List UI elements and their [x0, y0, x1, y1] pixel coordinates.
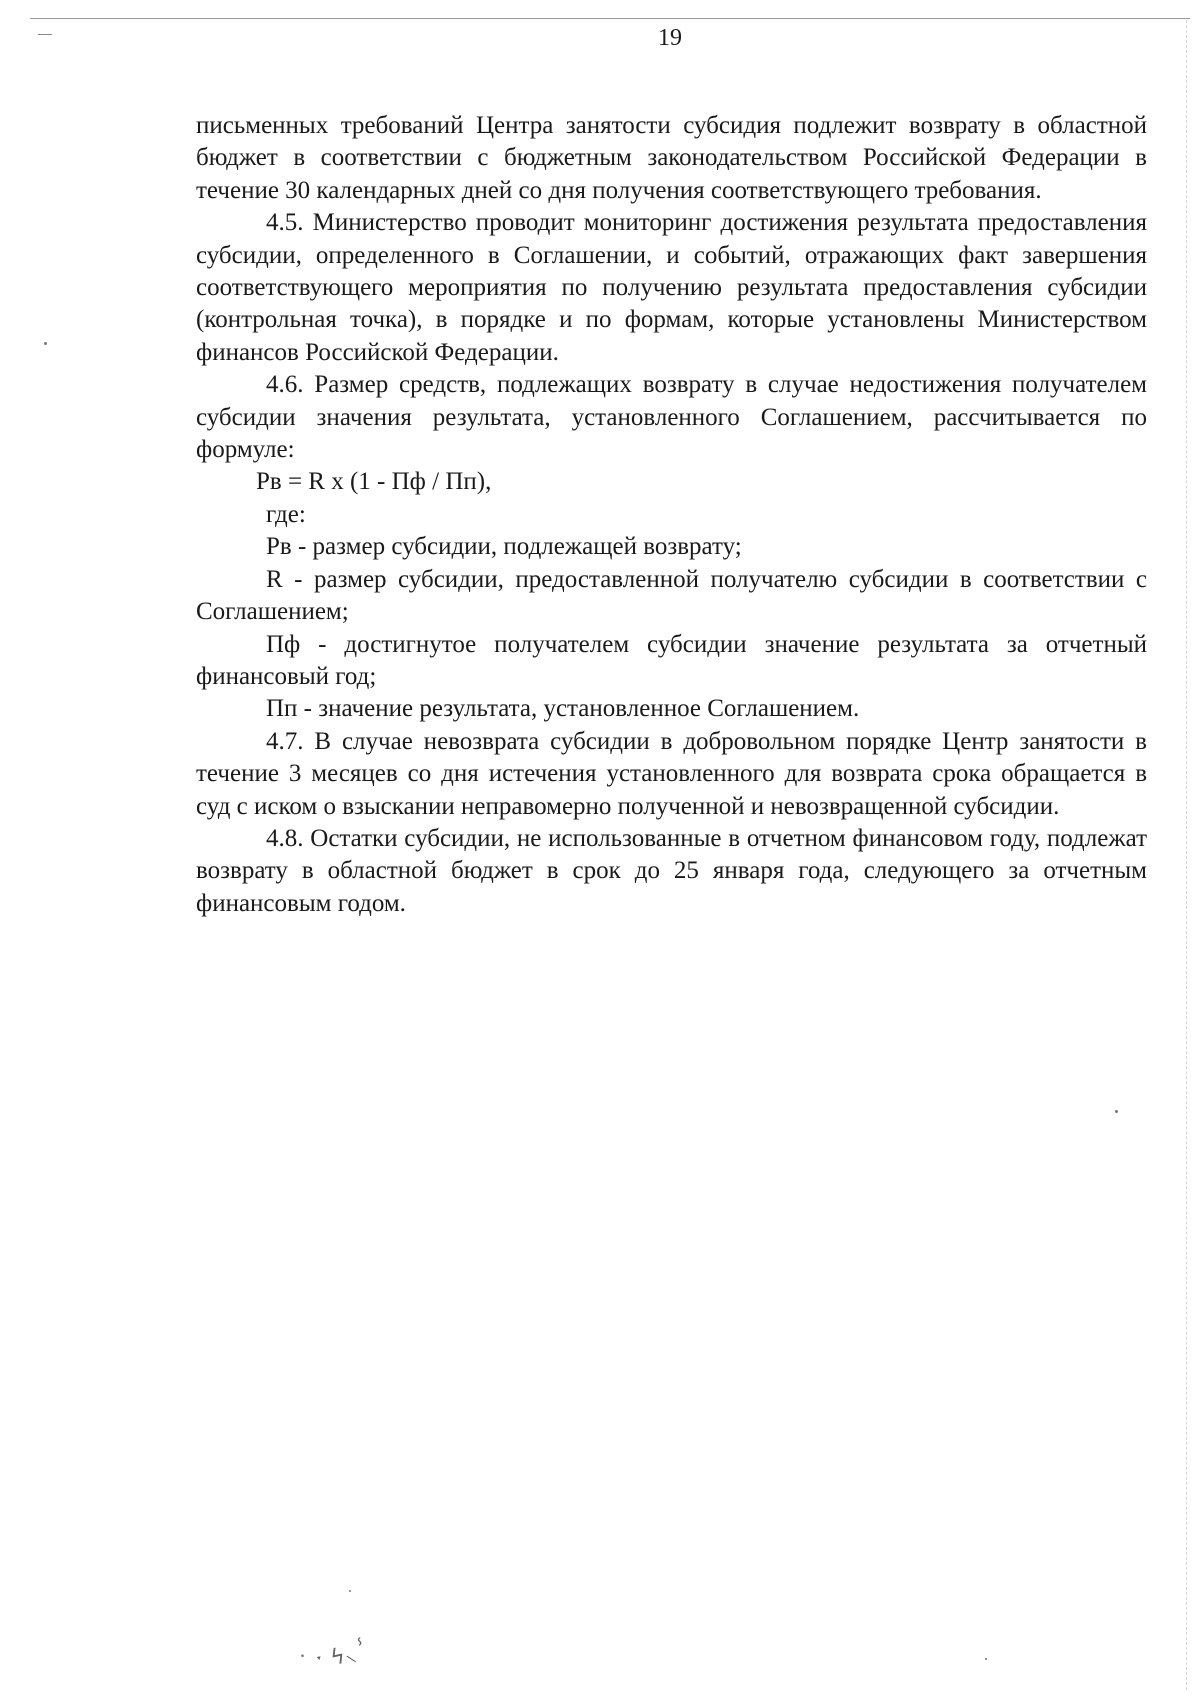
- paragraph-4-6: 4.6. Размер средств, подлежащих возврату в случае недостижения получателем субсидии значения результата, установленного Соглашением, рассчитывается по формуле:: [196, 371, 1147, 464]
- paragraph-4-5: 4.5. Министерство проводит мониторинг достижения результата предоставления субсидии, определенного в Соглашении, и событий, отражающих факт завершения соответствующего мероприятия по получению результата предоставления субсидии (контрольная точка), в порядке и по формам, которые установлены Министерством финансов Российской Федерации.: [196, 209, 1147, 366]
- scan-right-border: [1186, 20, 1187, 1690]
- definition-pf: Пф - достигнутое получателем субсидии значение результата за отчетный финансовый год;: [196, 630, 1147, 690]
- scan-speck: [44, 342, 47, 345]
- definition-pp: Пп - значение результата, установленное Соглашением.: [266, 695, 860, 723]
- page-number: 19: [658, 25, 682, 51]
- formula: Рв = R х (1 - Пф / Пп),: [256, 468, 492, 496]
- document-body: [196, 110, 1147, 920]
- handwritten-mark: ˙ ˑ ϟ⸜ⸯ: [296, 1638, 371, 1679]
- scan-speck: [985, 1658, 987, 1660]
- definition-rv: Рв - размер субсидии, подлежащей возврату;: [266, 533, 742, 561]
- paragraph-4-8: 4.8. Остатки субсидии, не использованные в отчетном финансовом году, подлежат возврату в областной бюджет в срок до 25 января года, следующего за отчетным финансовым годом.: [196, 824, 1147, 917]
- scan-speck: [1115, 1110, 1118, 1113]
- paragraph-4-7: 4.7. В случае невозврата субсидии в добровольном порядке Центр занятости в течение 3 месяцев со дня истечения установленного для возврата срока обращается в суд с иском о взыскании неправомерно полученной и невозвращенной субсидии.: [196, 727, 1147, 820]
- scan-speck: [349, 1590, 351, 1592]
- definition-r: R - размер субсидии, предоставленной получателю субсидии в соответствии с Соглашением;: [196, 565, 1147, 626]
- paragraph-continuation: письменных требований Центра занятости субсидия подлежит возврату в областной бюджет в соответствии с бюджетным законодательством Российской Федерации в течение 30 календарных дней со дня получения соответствующего требования.: [196, 112, 1147, 204]
- scan-top-border: [30, 18, 1190, 19]
- where-label: где:: [266, 500, 306, 528]
